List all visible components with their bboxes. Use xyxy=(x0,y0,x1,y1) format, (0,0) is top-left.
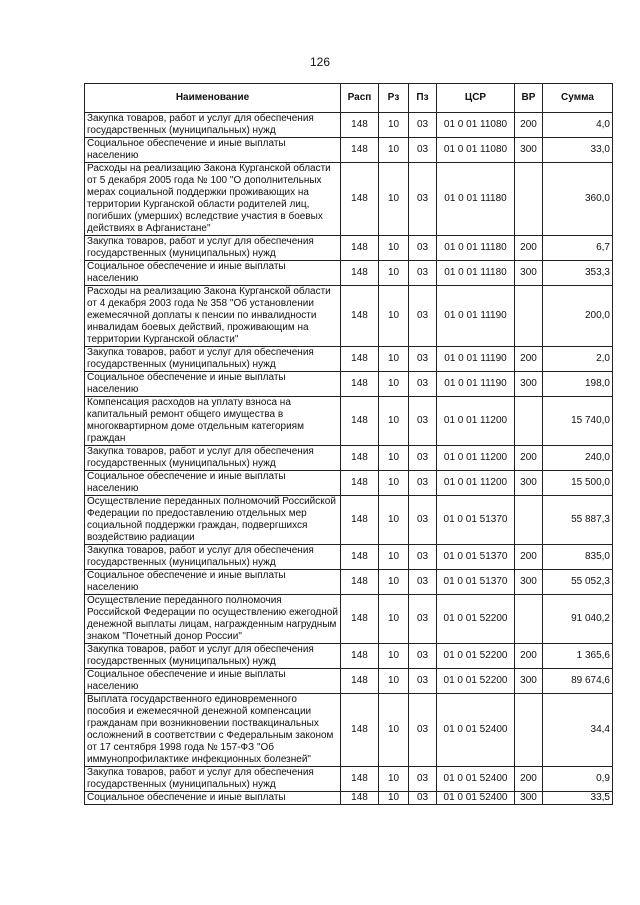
cell-csr: 01 0 01 11180 xyxy=(437,163,515,236)
cell-pz: 03 xyxy=(409,372,437,397)
table-row xyxy=(85,446,613,471)
cell-rasp: 148 xyxy=(341,163,379,236)
cell-rz: 10 xyxy=(379,446,409,471)
cell-rasp: 148 xyxy=(341,138,379,163)
cell-rasp: 148 xyxy=(341,347,379,372)
cell-pz: 03 xyxy=(409,545,437,570)
cell-csr: 01 0 01 52200 xyxy=(437,644,515,669)
cell-name: Закупка товаров, работ и услуг для обеспечения государственных (муниципальных) нужд xyxy=(85,236,341,261)
cell-vr xyxy=(515,163,543,236)
cell-rasp: 148 xyxy=(341,286,379,347)
cell-rasp: 148 xyxy=(341,397,379,446)
cell-rz: 10 xyxy=(379,669,409,694)
cell-pz: 03 xyxy=(409,261,437,286)
cell-rasp: 148 xyxy=(341,767,379,792)
cell-rasp: 148 xyxy=(341,372,379,397)
cell-name: Компенсация расходов на уплату взноса на капитальный ремонт общего имущества в многоквартирном доме отдельным категориям граждан xyxy=(85,397,341,446)
cell-rz: 10 xyxy=(379,138,409,163)
cell-rz: 10 xyxy=(379,545,409,570)
cell-vr: 300 xyxy=(515,471,543,496)
header-pz: Пз xyxy=(409,84,437,113)
cell-rasp: 148 xyxy=(341,261,379,286)
table-row xyxy=(85,767,613,792)
table-row xyxy=(85,496,613,545)
cell-sum: 6,7 xyxy=(543,236,613,261)
cell-sum: 91 040,2 xyxy=(543,595,613,644)
cell-vr: 300 xyxy=(515,570,543,595)
cell-sum: 55 052,3 xyxy=(543,570,613,595)
cell-csr: 01 0 01 51370 xyxy=(437,545,515,570)
cell-pz: 03 xyxy=(409,496,437,545)
cell-pz: 03 xyxy=(409,595,437,644)
cell-name: Социальное обеспечение и иные выплаты населению xyxy=(85,261,341,286)
header-vr: ВР xyxy=(515,84,543,113)
table-row xyxy=(85,669,613,694)
cell-rz: 10 xyxy=(379,236,409,261)
cell-csr: 01 0 01 11080 xyxy=(437,138,515,163)
cell-pz: 03 xyxy=(409,446,437,471)
cell-name: Расходы на реализацию Закона Курганской области от 5 декабря 2005 года № 100 "О дополнительных мерах социальной поддержки проживающих на территории Курганской области родителей лиц, погибших (умерших) вследствие участия в боевых действиях в Афганистане" xyxy=(85,163,341,236)
cell-csr: 01 0 01 52400 xyxy=(437,767,515,792)
cell-sum: 34,4 xyxy=(543,694,613,767)
table-row xyxy=(85,570,613,595)
cell-csr: 01 0 01 11180 xyxy=(437,261,515,286)
cell-sum: 0,9 xyxy=(543,767,613,792)
cell-rz: 10 xyxy=(379,767,409,792)
cell-vr: 200 xyxy=(515,347,543,372)
cell-csr: 01 0 01 52200 xyxy=(437,595,515,644)
cell-sum: 15 500,0 xyxy=(543,471,613,496)
table-row xyxy=(85,545,613,570)
cell-sum: 200,0 xyxy=(543,286,613,347)
cell-name: Расходы на реализацию Закона Курганской области от 4 декабря 2003 года № 358 "Об установлении ежемесячной доплаты к пенсии по инвалидности инвалидам боевых действий, проживающим на территории Курганской области" xyxy=(85,286,341,347)
table-row xyxy=(85,694,613,767)
table-header-row xyxy=(85,84,613,113)
cell-csr: 01 0 01 51370 xyxy=(437,496,515,545)
cell-vr xyxy=(515,397,543,446)
cell-rasp: 148 xyxy=(341,669,379,694)
header-rz: Рз xyxy=(379,84,409,113)
cell-sum: 55 887,3 xyxy=(543,496,613,545)
cell-rasp: 148 xyxy=(341,496,379,545)
cell-vr xyxy=(515,595,543,644)
table-row xyxy=(85,644,613,669)
table-body xyxy=(85,113,613,805)
cell-name: Социальное обеспечение и иные выплаты населению xyxy=(85,570,341,595)
cell-sum: 33,5 xyxy=(543,792,613,805)
cell-name: Закупка товаров, работ и услуг для обеспечения государственных (муниципальных) нужд xyxy=(85,644,341,669)
cell-pz: 03 xyxy=(409,570,437,595)
cell-vr: 300 xyxy=(515,792,543,805)
cell-sum: 4,0 xyxy=(543,113,613,138)
table-row xyxy=(85,113,613,138)
cell-sum: 240,0 xyxy=(543,446,613,471)
cell-sum: 89 674,6 xyxy=(543,669,613,694)
cell-pz: 03 xyxy=(409,644,437,669)
cell-rz: 10 xyxy=(379,471,409,496)
cell-csr: 01 0 01 51370 xyxy=(437,570,515,595)
page-number: 126 xyxy=(309,55,331,69)
cell-pz: 03 xyxy=(409,792,437,805)
cell-rasp: 148 xyxy=(341,545,379,570)
cell-pz: 03 xyxy=(409,286,437,347)
cell-rz: 10 xyxy=(379,372,409,397)
cell-rz: 10 xyxy=(379,792,409,805)
cell-pz: 03 xyxy=(409,397,437,446)
cell-sum: 835,0 xyxy=(543,545,613,570)
cell-rz: 10 xyxy=(379,347,409,372)
cell-rasp: 148 xyxy=(341,570,379,595)
cell-csr: 01 0 01 11080 xyxy=(437,113,515,138)
cell-csr: 01 0 01 52400 xyxy=(437,792,515,805)
table-row xyxy=(85,236,613,261)
cell-rasp: 148 xyxy=(341,236,379,261)
cell-vr: 300 xyxy=(515,261,543,286)
cell-name: Закупка товаров, работ и услуг для обеспечения государственных (муниципальных) нужд xyxy=(85,767,341,792)
cell-sum: 33,0 xyxy=(543,138,613,163)
header-sum: Сумма xyxy=(543,84,613,113)
cell-rasp: 148 xyxy=(341,694,379,767)
table-row xyxy=(85,792,613,805)
cell-rz: 10 xyxy=(379,595,409,644)
cell-vr: 200 xyxy=(515,236,543,261)
cell-rasp: 148 xyxy=(341,792,379,805)
table-row xyxy=(85,261,613,286)
cell-name: Закупка товаров, работ и услуг для обеспечения государственных (муниципальных) нужд xyxy=(85,446,341,471)
budget-table xyxy=(84,83,613,805)
cell-name: Социальное обеспечение и иные выплаты населению xyxy=(85,138,341,163)
cell-pz: 03 xyxy=(409,347,437,372)
cell-rz: 10 xyxy=(379,397,409,446)
table-row xyxy=(85,163,613,236)
cell-pz: 03 xyxy=(409,138,437,163)
cell-sum: 15 740,0 xyxy=(543,397,613,446)
cell-vr: 300 xyxy=(515,669,543,694)
cell-name: Социальное обеспечение и иные выплаты населению xyxy=(85,471,341,496)
cell-csr: 01 0 01 11200 xyxy=(437,471,515,496)
cell-csr: 01 0 01 11190 xyxy=(437,286,515,347)
cell-pz: 03 xyxy=(409,163,437,236)
cell-vr xyxy=(515,694,543,767)
cell-vr: 300 xyxy=(515,138,543,163)
cell-csr: 01 0 01 11180 xyxy=(437,236,515,261)
cell-name: Социальное обеспечение и иные выплаты xyxy=(85,792,341,805)
cell-name: Социальное обеспечение и иные выплаты населению xyxy=(85,669,341,694)
cell-vr: 200 xyxy=(515,767,543,792)
cell-rz: 10 xyxy=(379,644,409,669)
cell-rasp: 148 xyxy=(341,644,379,669)
table-row xyxy=(85,286,613,347)
cell-rz: 10 xyxy=(379,163,409,236)
cell-sum: 1 365,6 xyxy=(543,644,613,669)
cell-rz: 10 xyxy=(379,113,409,138)
cell-rasp: 148 xyxy=(341,113,379,138)
cell-name: Закупка товаров, работ и услуг для обеспечения государственных (муниципальных) нужд xyxy=(85,347,341,372)
cell-vr: 200 xyxy=(515,545,543,570)
cell-rz: 10 xyxy=(379,261,409,286)
cell-rz: 10 xyxy=(379,286,409,347)
cell-csr: 01 0 01 52200 xyxy=(437,669,515,694)
cell-name: Закупка товаров, работ и услуг для обеспечения государственных (муниципальных) нужд xyxy=(85,545,341,570)
cell-vr xyxy=(515,286,543,347)
cell-sum: 353,3 xyxy=(543,261,613,286)
table-row xyxy=(85,595,613,644)
table-row xyxy=(85,347,613,372)
cell-pz: 03 xyxy=(409,669,437,694)
cell-name: Осуществление переданных полномочий Российской Федерации по предоставлению отдельных мер социальной поддержки граждан, подвергшихся воздействию радиации xyxy=(85,496,341,545)
cell-pz: 03 xyxy=(409,236,437,261)
cell-name: Осуществление переданного полномочия Российской Федерации по осуществлению ежегодной денежной выплаты лицам, награжденным нагрудным знаком "Почетный донор России" xyxy=(85,595,341,644)
cell-rz: 10 xyxy=(379,496,409,545)
cell-rasp: 148 xyxy=(341,471,379,496)
cell-vr: 200 xyxy=(515,446,543,471)
header-name: Наименование xyxy=(85,84,341,113)
cell-vr xyxy=(515,496,543,545)
cell-pz: 03 xyxy=(409,767,437,792)
cell-rasp: 148 xyxy=(341,595,379,644)
cell-pz: 03 xyxy=(409,113,437,138)
cell-rz: 10 xyxy=(379,570,409,595)
table-row xyxy=(85,138,613,163)
cell-sum: 2,0 xyxy=(543,347,613,372)
cell-name: Социальное обеспечение и иные выплаты населению xyxy=(85,372,341,397)
cell-vr: 300 xyxy=(515,372,543,397)
cell-vr: 200 xyxy=(515,113,543,138)
cell-name: Выплата государственного единовременного пособия и ежемесячной денежной компенсации гражданам при возникновении поствакцинальных осложнений в соответствии с Федеральным законом от 17 сентября 1998 года № 157-ФЗ "Об иммунопрофилактике инфекционных болезней" xyxy=(85,694,341,767)
table-row xyxy=(85,471,613,496)
header-csr: ЦСР xyxy=(437,84,515,113)
cell-csr: 01 0 01 11190 xyxy=(437,372,515,397)
header-rasp: Расп xyxy=(341,84,379,113)
cell-vr: 200 xyxy=(515,644,543,669)
cell-rz: 10 xyxy=(379,694,409,767)
table-row xyxy=(85,397,613,446)
cell-name: Закупка товаров, работ и услуг для обеспечения государственных (муниципальных) нужд xyxy=(85,113,341,138)
cell-csr: 01 0 01 11200 xyxy=(437,446,515,471)
cell-sum: 360,0 xyxy=(543,163,613,236)
cell-pz: 03 xyxy=(409,694,437,767)
cell-csr: 01 0 01 52400 xyxy=(437,694,515,767)
cell-sum: 198,0 xyxy=(543,372,613,397)
table-row xyxy=(85,372,613,397)
cell-pz: 03 xyxy=(409,471,437,496)
cell-csr: 01 0 01 11200 xyxy=(437,397,515,446)
cell-csr: 01 0 01 11190 xyxy=(437,347,515,372)
cell-rasp: 148 xyxy=(341,446,379,471)
